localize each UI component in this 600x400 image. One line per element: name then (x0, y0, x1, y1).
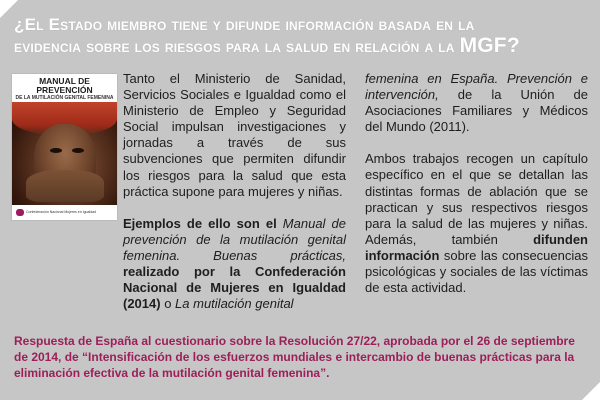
organization-logo-icon (16, 209, 24, 216)
column1-bold-1: Ejemplos de ello son el (123, 215, 277, 231)
column2-bold: difunden información (365, 231, 588, 263)
cover-title-line-2: DE LA MUTILACIÓN GENITAL FEMENINA (15, 95, 114, 101)
column1-bold-2: realizado por la Confederación Nacional de Mujeres en Igualdad (2014) (123, 264, 346, 312)
column2-plain-1: de la Unión de Asociaciones Familiares y Médicos del Mundo (2011). (365, 87, 588, 135)
cover-photo-eye-right (72, 148, 84, 153)
cover-title (12, 77, 117, 95)
column1-paragraph-2 (123, 216, 346, 313)
cover-footer-org: Confederación Nacional Mujeres en Igualdad (12, 205, 117, 220)
cover-photo-eye-left (50, 148, 62, 153)
section-heading (14, 14, 588, 57)
cover-title-line-1: MANUAL DE PREVENCIÓN (36, 76, 93, 95)
column1-italic-1: Manual de prevención de la mutilación genital femenina. Buenas prácticas, (123, 215, 346, 263)
heading-line-2 (14, 35, 588, 57)
heading-emphasis: MGF? (459, 34, 520, 57)
panel-corner-bottom-right (582, 382, 600, 400)
column2-italic: femenina en España. Prevención e intervención, (365, 71, 588, 103)
text-column-1 (123, 71, 346, 312)
column1-paragraph-1: Tanto el Ministerio de Sanidad, Servicios Sociales e Igualdad como el Ministerio de Empleo y Seguridad Social impulsan investigaciones y jornadas a través de sus subvenciones que permiten difundir los riesgos para la salud que esta práctica supone para mujeres y niñas. (123, 71, 346, 199)
column2-plain-2: Ambos trabajos recogen un capítulo específico en el que se detallan las distintas formas de ablación que se practican y sus respectivos riesgos para la salud de las mujeres y niñas. Además, también (365, 151, 588, 247)
column1-plain: o (160, 296, 176, 312)
column2-plain-3: sobre las consecuencias psicológicas y sociales de las víctimas de esta actividad. (365, 247, 588, 296)
manual-cover-image (12, 74, 117, 220)
column2-paragraph-1 (365, 71, 588, 135)
column2-paragraph-2 (365, 151, 588, 296)
column1-italic-2: La mutilación genital (175, 296, 294, 312)
heading-line-2-text: evidencia sobre los riesgos para la salud en relación a la (14, 37, 460, 56)
source-footnote: Respuesta de España al cuestionario sobre la Resolución 27/22, aprobada por el 26 de septiembre de 2014, de “Intensificación de los esfuerzos mundiales e intercambio de buenas prácticas para la eliminación efectiva de la mutilación genital femenina”. (14, 334, 575, 380)
cover-photo-hand (26, 170, 104, 202)
text-column-2 (365, 71, 588, 296)
heading-line-1: ¿El Estado miembro tiene y difunde información basada en la (14, 15, 475, 34)
